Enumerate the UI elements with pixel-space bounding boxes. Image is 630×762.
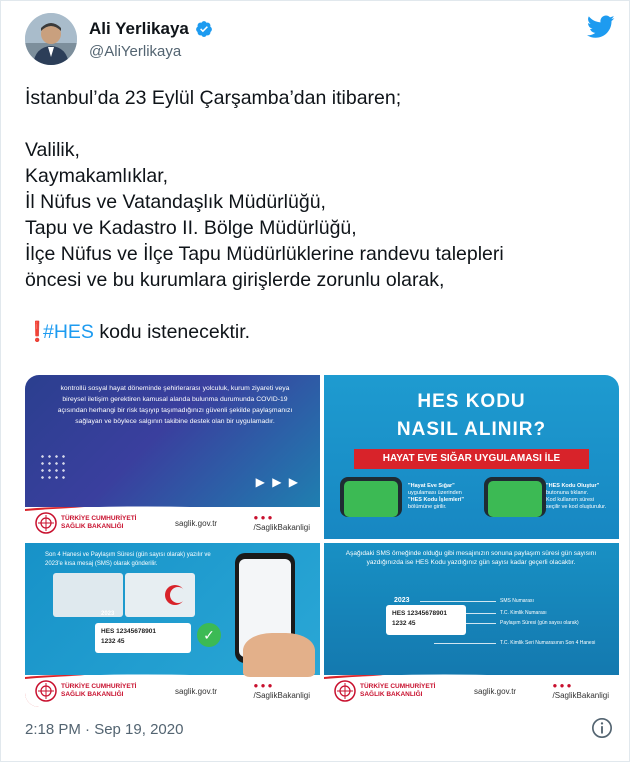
label-serial-number: T.C. Kimlik Seri Numarasının Son 4 Hanesi: [500, 640, 596, 646]
verified-badge-icon: [195, 20, 213, 38]
hes-title-line2: NASIL ALINIR?: [396, 419, 547, 440]
tile4-description: Aşağıdaki SMS örneğinde olduğu gibi mesajınızın sonuna paylaşım süresi gün sayısını yazdığınızda ise HES Kodu yazdığınız gün sayısı kadar geçerli olacaktır.: [345, 550, 597, 566]
ministry-name: TÜRKİYE CUMHURİYETİ SAĞLIK BAKANLIĞI: [61, 515, 137, 530]
site-url: saglik.gov.tr: [175, 687, 218, 696]
caption-left: "Hayat Eve Sığar" uygulaması üzerinden "HES Kodu İşlemleri" bölümüne girilir.: [408, 483, 464, 510]
social-handle: ● ● ● /SaglikBakanligi: [552, 681, 609, 700]
media-image-1[interactable]: [25, 375, 320, 539]
institution-line: Valilik,: [25, 139, 80, 161]
institution-line: Kaymakamlıklar,: [25, 165, 169, 187]
tweet-text: [25, 85, 605, 345]
sms-example: HES 12345678901 1232 45: [95, 623, 191, 653]
app-banner: HAYAT EVE SIĞAR UYGULAMASI İLE: [354, 449, 589, 469]
site-url: saglik.gov.tr: [474, 687, 517, 696]
ministry-name: TÜRKİYE CUMHURİYETİ SAĞLIK BAKANLIĞI: [360, 683, 436, 698]
site-url: saglik.gov.tr: [175, 519, 218, 528]
label-share-days: Paylaşım Süresi (gün sayısı olarak): [500, 620, 579, 626]
social-handle: ● ● ● /SaglikBakanligi: [253, 681, 310, 700]
sms-example: HES 12345678901 1232 45: [386, 605, 466, 635]
closing-text: kodu istenecektir.: [93, 321, 251, 343]
tweet-header: [25, 13, 615, 65]
tweet-closing-line: [25, 319, 605, 345]
check-icon: ✓: [197, 623, 221, 647]
institution-line: İl Nüfus ve Vatandaşlık Müdürlüğü,: [25, 191, 326, 213]
media-image-2[interactable]: [324, 375, 619, 539]
social-handle: ● ● ● /SaglikBakanligi: [253, 513, 310, 532]
media-image-4[interactable]: [324, 543, 619, 707]
label-tc-number: T.C. Kimlik Numarası: [500, 610, 547, 616]
ministry-logo-icon: [35, 512, 57, 534]
tile1-description: kontrollü sosyal hayat döneminde şehirlerarası yolculuk, kurum ziyareti veya bireysel iletişim gerektiren kamusal alanda bulunma durumunda COVID-19 açısından herhangi bir risk taşıyıp taşımadığınızı güvenli şekilde paylaşmanızı sağlayan ve böylece salgının takibine destek olan bir uygulamadır.: [57, 385, 293, 425]
user-handle[interactable]: @AliYerlikaya: [89, 43, 182, 60]
hes-title-line1: HES KODU: [417, 391, 526, 412]
media-grid: [25, 375, 619, 707]
caption-right: "HES Kodu Oluştur" butonuna tıklanır. Kod kullanım süresi seçilir ve kod oluşturulur.: [546, 483, 607, 510]
tile3-description: Son 4 Hanesi ve Paylaşım Süresi (gün sayısı olarak) yazılır ve 2023'e kısa mesaj (SMS) olarak gönderilir.: [45, 552, 211, 567]
ministry-name: TÜRKİYE CUMHURİYETİ SAĞLIK BAKANLIĞI: [61, 683, 137, 698]
ministry-logo-icon: [35, 680, 57, 702]
phone-left-icon: [340, 477, 402, 517]
twitter-bird-icon[interactable]: [587, 15, 615, 39]
id-card-back-icon: [125, 573, 195, 617]
sms-number: 2023: [101, 611, 115, 617]
media-image-3[interactable]: [25, 543, 320, 707]
hashtag-link[interactable]: #HES: [43, 321, 94, 343]
dots-pattern-icon: [39, 453, 69, 483]
user-names: [89, 19, 213, 60]
avatar-portrait-icon: [25, 13, 77, 65]
info-icon[interactable]: [591, 717, 613, 739]
display-name[interactable]: Ali Yerlikaya: [89, 19, 189, 38]
avatar[interactable]: [25, 13, 77, 65]
institution-line: İlçe Nüfus ve İlçe Tapu Müdürlüklerine randevu talepleri: [25, 243, 504, 265]
exclamation-icon: ❗: [25, 321, 50, 343]
institution-line: öncesi ve bu kurumlara girişlerde zorunlu olarak,: [25, 269, 445, 291]
phone-right-icon: [484, 477, 546, 517]
sms-number: 2023: [394, 597, 410, 604]
tweet-timestamp[interactable]: 2:18 PM · Sep 19, 2020: [25, 721, 184, 738]
tweet-intro-line: İstanbul’da 23 Eylül Çarşamba’dan itibaren;: [25, 87, 402, 109]
institution-line: Tapu ve Kadastro II. Bölge Müdürlüğü,: [25, 217, 357, 239]
label-sms-number: SMS Numarası: [500, 598, 534, 604]
arrows-icon: ▶ ▶ ▶: [255, 475, 300, 489]
ministry-logo-icon: [334, 680, 356, 702]
